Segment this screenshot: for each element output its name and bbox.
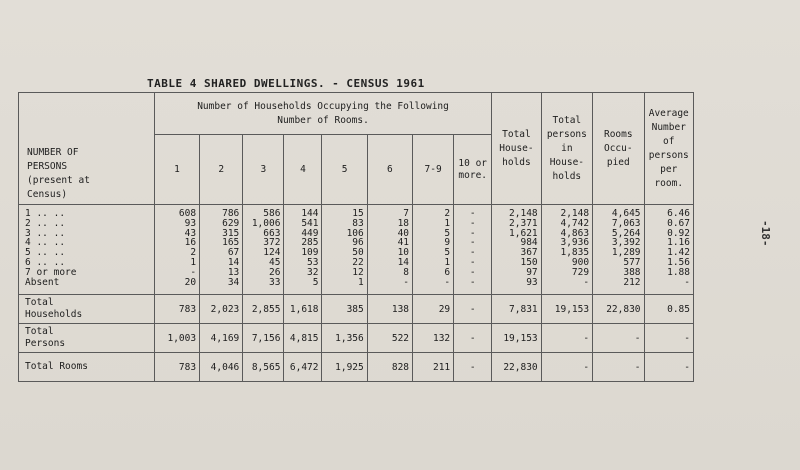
header-room-10-plus: 10 or more. bbox=[454, 135, 492, 205]
table-cell: 1.42 bbox=[667, 247, 690, 259]
col-room-10-plus bbox=[454, 205, 492, 295]
hdr-line: of bbox=[663, 135, 675, 147]
total-cell: 29 bbox=[413, 295, 454, 324]
row-label: 6 .. .. bbox=[25, 256, 66, 268]
total-label bbox=[19, 324, 155, 353]
row-label: 4 .. .. bbox=[25, 237, 66, 249]
header-room-3: 3 bbox=[243, 135, 284, 205]
table-cell: 144 bbox=[301, 208, 319, 219]
table-cell: 106 bbox=[346, 227, 364, 239]
header-group-line: Number of Households Occupying the Following bbox=[197, 100, 449, 112]
total-cell: 1,356 bbox=[322, 324, 367, 353]
total-cell: - bbox=[454, 295, 492, 324]
row-label: 1 .. .. bbox=[25, 208, 66, 219]
table-cell: 388 bbox=[623, 266, 641, 278]
table-cell: 315 bbox=[222, 227, 240, 239]
total-cell: 22,830 bbox=[593, 295, 644, 324]
table-cell: 22 bbox=[352, 256, 364, 268]
table-cell: 83 bbox=[352, 217, 364, 229]
table-cell: - bbox=[469, 217, 476, 229]
table-cell: - bbox=[469, 256, 476, 268]
header-room-5: 5 bbox=[322, 135, 367, 205]
table-cell: 2,148 bbox=[509, 208, 538, 219]
table-cell: 4,742 bbox=[560, 217, 590, 229]
data-block bbox=[19, 205, 694, 295]
table-cell: 9 bbox=[444, 237, 451, 249]
table-cell: 367 bbox=[520, 247, 538, 259]
table-cell: 1,289 bbox=[611, 247, 641, 259]
table-title: TABLE 4 SHARED DWELLINGS. - CENSUS 1961 bbox=[147, 77, 425, 90]
total-cell: 522 bbox=[367, 324, 412, 353]
table-cell: 1.88 bbox=[667, 266, 690, 278]
table-cell: 1 bbox=[190, 256, 197, 268]
total-cell: 4,815 bbox=[284, 324, 322, 353]
table-cell: 96 bbox=[352, 237, 364, 249]
hdr-line: in bbox=[561, 142, 573, 154]
total-label-line: Total bbox=[25, 326, 54, 337]
page-number: -18- bbox=[759, 220, 772, 247]
row-label: 3 .. .. bbox=[25, 227, 66, 239]
hdr-line: Number bbox=[651, 121, 686, 133]
total-label-line: Total bbox=[25, 297, 54, 308]
table-cell: 109 bbox=[301, 247, 319, 259]
table-cell: 32 bbox=[307, 266, 319, 278]
col-room-5 bbox=[322, 205, 367, 295]
table-cell: 93 bbox=[184, 217, 197, 229]
hdr-line: pied bbox=[606, 156, 630, 168]
table-cell: 577 bbox=[623, 256, 641, 268]
table-cell: 608 bbox=[178, 208, 197, 219]
total-cell: 783 bbox=[154, 295, 199, 324]
table-cell: 5,264 bbox=[611, 227, 641, 239]
header-persons-line: NUMBER OF bbox=[27, 147, 79, 158]
total-cell: 6,472 bbox=[284, 353, 322, 382]
table-cell: 10 bbox=[397, 247, 410, 259]
table-cell: 5 bbox=[444, 227, 451, 239]
table-cell: 2,148 bbox=[560, 208, 590, 219]
table-cell: 1,835 bbox=[560, 247, 590, 259]
table-cell: 285 bbox=[301, 237, 319, 249]
table-cell: 124 bbox=[263, 247, 281, 259]
total-cell: 7,831 bbox=[492, 295, 541, 324]
table-cell: 34 bbox=[227, 276, 240, 288]
table-cell: 1 bbox=[358, 276, 364, 288]
row-label: 7 or more bbox=[25, 266, 77, 278]
table-cell: 53 bbox=[307, 256, 319, 268]
header-persons bbox=[19, 93, 155, 205]
table-cell: 1.16 bbox=[667, 237, 690, 249]
header-total-persons bbox=[541, 93, 592, 205]
header-room-2: 2 bbox=[200, 135, 243, 205]
table-cell: 67 bbox=[227, 247, 240, 259]
total-cell: 8,565 bbox=[243, 353, 284, 382]
table-cell: 372 bbox=[263, 237, 281, 249]
total-cell: 828 bbox=[367, 353, 412, 382]
table-cell: 984 bbox=[520, 237, 538, 249]
total-cell: 19,153 bbox=[492, 324, 541, 353]
table-cell: 14 bbox=[227, 256, 240, 268]
table-cell: 1,621 bbox=[509, 227, 538, 239]
table-cell: 786 bbox=[222, 208, 240, 219]
total-cell: 385 bbox=[322, 295, 367, 324]
table-cell: 1 bbox=[444, 217, 451, 229]
table-cell: 20 bbox=[184, 276, 197, 288]
total-cell: - bbox=[644, 324, 693, 353]
table-cell: 5 bbox=[312, 276, 319, 288]
total-cell: 2,855 bbox=[243, 295, 284, 324]
table-cell: 1 bbox=[444, 256, 451, 268]
table-cell: 2 bbox=[190, 247, 197, 259]
total-cell: - bbox=[541, 353, 592, 382]
total-cell: 132 bbox=[413, 324, 454, 353]
table-cell: 13 bbox=[227, 266, 240, 278]
table-cell: - bbox=[684, 276, 690, 288]
col-room-3 bbox=[243, 205, 284, 295]
table-cell: 541 bbox=[301, 217, 319, 229]
total-cell: 2,023 bbox=[200, 295, 243, 324]
col-rooms-occupied bbox=[593, 205, 644, 295]
table-cell: 97 bbox=[526, 266, 538, 278]
table-cell: 43 bbox=[184, 227, 197, 239]
total-label-line: Households bbox=[25, 309, 83, 320]
table-cell: - bbox=[469, 276, 476, 288]
table-cell: 16 bbox=[184, 237, 197, 249]
total-cell: 4,169 bbox=[200, 324, 243, 353]
total-cell: - bbox=[454, 324, 492, 353]
table-cell: 7,063 bbox=[611, 217, 641, 229]
total-cell: 138 bbox=[367, 295, 412, 324]
table-cell: 15 bbox=[352, 208, 364, 219]
table-cell: - bbox=[583, 276, 590, 288]
total-label bbox=[19, 295, 155, 324]
total-cell: 1,003 bbox=[154, 324, 199, 353]
table-cell: 45 bbox=[268, 256, 281, 268]
total-cell: 7,156 bbox=[243, 324, 284, 353]
table-cell: 2,371 bbox=[509, 217, 538, 229]
total-cell: - bbox=[454, 353, 492, 382]
table-cell: 629 bbox=[222, 217, 240, 229]
col-total-households bbox=[492, 205, 541, 295]
table-cell: 3,392 bbox=[611, 237, 641, 249]
table-cell: 4,863 bbox=[560, 227, 590, 239]
col-average bbox=[644, 205, 693, 295]
header-room-7-9: 7-9 bbox=[413, 135, 454, 205]
table-cell: 663 bbox=[263, 227, 281, 239]
total-label bbox=[19, 353, 155, 382]
table-cell: 12 bbox=[352, 266, 364, 278]
table-cell: 5 bbox=[444, 247, 451, 259]
table-cell: 586 bbox=[263, 208, 281, 219]
hdr-line: persons bbox=[546, 128, 587, 140]
header-room-6: 6 bbox=[367, 135, 412, 205]
table-cell: 50 bbox=[352, 247, 364, 259]
row-label: 5 .. .. bbox=[25, 247, 66, 259]
hdr-line: Total bbox=[502, 128, 531, 140]
total-cell: 783 bbox=[154, 353, 199, 382]
hdr-line: holds bbox=[552, 170, 582, 182]
header-persons-line: Census) bbox=[27, 189, 68, 200]
table-cell: 6.46 bbox=[667, 208, 690, 219]
table-cell: - bbox=[469, 227, 476, 239]
total-cell: 0.85 bbox=[644, 295, 693, 324]
table-cell: - bbox=[469, 247, 476, 259]
table-cell: - bbox=[444, 276, 451, 288]
header-total-households bbox=[492, 93, 541, 205]
table-cell: 900 bbox=[571, 256, 590, 268]
hdr-line: Total bbox=[552, 114, 582, 126]
col-room-6 bbox=[367, 205, 412, 295]
total-cell: - bbox=[593, 353, 644, 382]
table-cell: 2 bbox=[444, 208, 451, 219]
table-cell: 93 bbox=[526, 276, 538, 288]
hdr-line: House- bbox=[499, 142, 534, 154]
col-room-2 bbox=[200, 205, 243, 295]
row-labels bbox=[19, 205, 155, 295]
total-cell: - bbox=[644, 353, 693, 382]
total-cell: 211 bbox=[413, 353, 454, 382]
table-cell: 1.56 bbox=[667, 256, 690, 268]
table-cell: - bbox=[469, 237, 476, 249]
total-cell: 22,830 bbox=[492, 353, 541, 382]
table-cell: 14 bbox=[397, 256, 410, 268]
table-cell: - bbox=[469, 266, 476, 278]
table-cell: 26 bbox=[268, 266, 281, 278]
table-cell: 729 bbox=[571, 266, 590, 278]
table-cell: - bbox=[403, 276, 410, 288]
table-cell: 0.92 bbox=[667, 227, 690, 239]
hdr-line: holds bbox=[502, 156, 531, 168]
total-cell: 19,153 bbox=[541, 295, 592, 324]
header-room-1: 1 bbox=[154, 135, 199, 205]
row-label: Absent bbox=[25, 276, 60, 288]
total-persons-row bbox=[19, 324, 694, 353]
header-persons-line: (present at bbox=[27, 175, 90, 186]
table-cell: - bbox=[190, 266, 197, 278]
hdr-line: persons bbox=[648, 149, 689, 161]
row-label: 2 .. .. bbox=[25, 217, 66, 229]
total-label-line: Persons bbox=[25, 338, 66, 349]
col-room-7-9 bbox=[413, 205, 454, 295]
header-group-line: Number of Rooms. bbox=[277, 114, 369, 126]
table-cell: 40 bbox=[397, 227, 410, 239]
header-persons-line: PERSONS bbox=[27, 161, 68, 172]
total-households-row bbox=[19, 295, 694, 324]
total-cell: - bbox=[593, 324, 644, 353]
table-cell: 212 bbox=[623, 276, 641, 288]
hdr-line: Occu- bbox=[603, 142, 633, 154]
total-cell: 4,046 bbox=[200, 353, 243, 382]
header-rooms-group bbox=[154, 93, 491, 135]
table-cell: 4,645 bbox=[611, 208, 641, 219]
hdr-line: Average bbox=[648, 107, 689, 119]
table-cell: 3,936 bbox=[560, 237, 590, 249]
header-room-4: 4 bbox=[284, 135, 322, 205]
table-cell: 7 bbox=[403, 208, 410, 219]
table-cell: 1,006 bbox=[251, 217, 281, 229]
table-cell: 6 bbox=[444, 266, 451, 278]
total-cell: 1,618 bbox=[284, 295, 322, 324]
hdr-line: House- bbox=[549, 156, 585, 168]
header-average bbox=[644, 93, 693, 205]
hdr-line: Rooms bbox=[603, 128, 633, 140]
total-cell: - bbox=[541, 324, 592, 353]
col-total-persons bbox=[541, 205, 592, 295]
total-label-line: Total Rooms bbox=[25, 361, 88, 372]
col-room-4 bbox=[284, 205, 322, 295]
shared-dwellings-table bbox=[18, 92, 694, 382]
table-cell: 8 bbox=[403, 266, 410, 278]
table-cell: 41 bbox=[397, 237, 410, 249]
hdr-line: per room. bbox=[654, 163, 684, 189]
table-cell: 150 bbox=[520, 256, 538, 268]
total-cell: 1,925 bbox=[322, 353, 367, 382]
table-cell: 33 bbox=[268, 276, 281, 288]
table-cell: 449 bbox=[301, 227, 319, 239]
col-room-1 bbox=[154, 205, 199, 295]
table-cell: 0.67 bbox=[667, 217, 690, 229]
table-cell: - bbox=[469, 208, 476, 219]
table-cell: 165 bbox=[222, 237, 240, 249]
table-cell: 18 bbox=[397, 217, 410, 229]
total-rooms-row bbox=[19, 353, 694, 382]
header-rooms-occupied bbox=[593, 93, 644, 205]
